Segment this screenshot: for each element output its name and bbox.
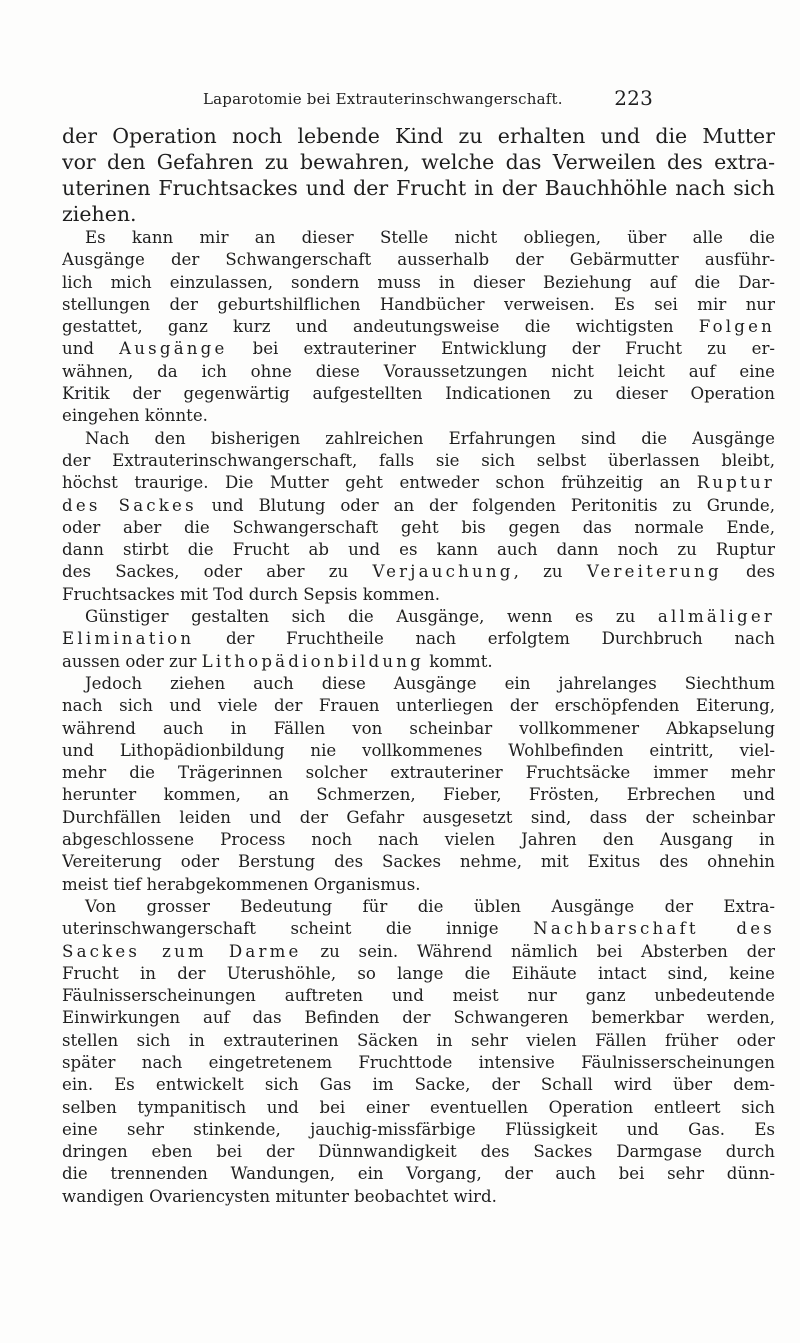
text-line: [62, 294, 775, 316]
text-line: [62, 896, 775, 918]
text-line: [62, 985, 775, 1007]
spaced-emphasis: Ruptur: [696, 473, 775, 493]
text-line: [62, 338, 775, 360]
text-line: [62, 383, 775, 405]
spaced-emphasis: allmäliger: [657, 607, 775, 627]
text-run: oder aber die Schwangerschaft geht bis gegen das normale Ende,: [62, 517, 775, 537]
text-run: des Sackes, oder aber zu: [62, 562, 373, 582]
text-run: Jedoch ziehen auch diese Ausgänge ein jahrelanges Siechthum: [85, 673, 775, 693]
spaced-emphasis: Lithopädionbildung: [201, 651, 424, 671]
text-run: Günstiger gestalten sich die Ausgänge, wenn es zu: [85, 607, 658, 627]
text-run: später nach eingetretenem Fruchttode intensive Fäulnisserscheinungen: [62, 1052, 775, 1072]
text-run: Frucht in der Uterushöhle, so lange die Eihäute intact sind, keine: [62, 963, 775, 983]
text-line: [62, 1186, 775, 1208]
text-run: des: [721, 562, 775, 582]
text-line: [62, 918, 775, 940]
text-run: Nach den bisherigen zahlreichen Erfahrungen sind die Ausgänge: [85, 428, 775, 448]
text-run: gestattet, ganz kurz und andeutungsweise die wichtigsten: [62, 317, 699, 337]
text-line: [62, 784, 775, 806]
text-run: lich mich einzulassen, sondern muss in dieser Beziehung auf die Dar-: [62, 272, 775, 292]
text-run: Von grosser Bedeutung für die üblen Ausgänge der Extra-: [85, 896, 775, 916]
text-line: [62, 651, 775, 673]
body-text: [62, 123, 775, 1208]
text-run: und: [62, 339, 120, 359]
text-run: selben tympanitisch und bei einer eventuellen Operation entleert sich: [62, 1097, 775, 1117]
text-line: [62, 405, 775, 427]
spaced-emphasis: Sackes zum Darme: [62, 941, 302, 961]
spaced-emphasis: Nachbarschaft des: [533, 919, 775, 939]
text-run: eingehen könnte.: [62, 406, 208, 426]
text-run: wandigen Ovariencysten mitunter beobachtet wird.: [62, 1186, 497, 1206]
text-line: [62, 762, 775, 784]
text-run: uterinschwangerschaft scheint die innige: [62, 919, 534, 939]
text-run: kommt.: [423, 651, 493, 671]
spaced-emphasis: Verjauchung: [372, 562, 514, 582]
text-line: [62, 539, 775, 561]
text-run: Ausgänge der Schwangerschaft ausserhalb der Gebärmutter ausführ-: [62, 250, 775, 270]
text-run: Einwirkungen auf das Befinden der Schwangeren bemerkbar werden,: [62, 1008, 775, 1028]
text-line: [62, 272, 775, 294]
text-line: [62, 361, 775, 383]
text-line: der Operation noch lebende Kind zu erhalten und die Mutter: [62, 124, 775, 148]
spaced-emphasis: Vereiterung: [586, 562, 722, 582]
text-line: [62, 673, 775, 695]
text-line: [62, 249, 775, 271]
text-line: [62, 227, 775, 249]
running-header-title: Laparotomie bei Extrauterinschwangerschaft.: [203, 90, 563, 108]
main-text: [62, 227, 775, 1208]
text-line: [62, 1141, 775, 1163]
text-line: [62, 695, 775, 717]
text-line: [62, 851, 775, 873]
text-run: Kritik der gegenwärtig aufgestellten Indicationen zu dieser Operation: [62, 384, 775, 404]
text-line: [62, 718, 775, 740]
running-header: [203, 86, 653, 116]
text-line: [62, 740, 775, 762]
text-line: ziehen.: [62, 202, 137, 226]
text-run: eine sehr stinkende, jauchig-missfärbige Flüssigkeit und Gas. Es: [62, 1119, 775, 1139]
text-run: während auch in Fällen von scheinbar vollkommener Abkapselung: [62, 718, 775, 738]
text-line: [62, 606, 775, 628]
text-line: [62, 517, 775, 539]
text-line: [62, 1119, 775, 1141]
text-line: [62, 1052, 775, 1074]
text-run: mehr die Trägerinnen solcher extrauteriner Fruchtsäcke immer mehr: [62, 763, 775, 783]
text-run: ein. Es entwickelt sich Gas im Sacke, der Schall wird über dem-: [62, 1075, 775, 1095]
text-line: [62, 874, 775, 896]
text-run: Vereiterung oder Berstung des Sackes nehme, mit Exitus des ohnehin: [62, 852, 775, 872]
text-line: [62, 807, 775, 829]
text-line: [62, 829, 775, 851]
text-run: Fruchtsackes mit Tod durch Sepsis kommen.: [62, 584, 441, 604]
text-run: wähnen, da ich ohne diese Voraussetzungen nicht leicht auf eine: [62, 361, 775, 381]
text-run: und Blutung oder an der folgenden Peritonitis zu Grunde,: [196, 495, 775, 515]
spaced-emphasis: Ausgänge: [119, 339, 228, 359]
text-line: [62, 561, 775, 583]
text-run: der Fruchtheile nach erfolgtem Durchbruch nach: [194, 629, 775, 649]
spaced-emphasis: des Sackes: [62, 495, 197, 515]
text-line: [62, 584, 775, 606]
page-number: 223: [614, 86, 653, 110]
text-line: [62, 1097, 775, 1119]
text-line: [62, 1007, 775, 1029]
text-line: [62, 941, 775, 963]
text-line: [62, 316, 775, 338]
text-run: abgeschlossene Process noch nach vielen Jahren den Ausgang in: [62, 830, 775, 850]
text-line: [62, 450, 775, 472]
text-line: [62, 428, 775, 450]
text-line: uterinen Fruchtsackes und der Frucht in der Bauchhöhle nach sich: [62, 176, 775, 200]
text-run: Fäulnisserscheinungen auftreten und meist nur ganz unbedeutende: [62, 986, 775, 1006]
spaced-emphasis: Elimination: [62, 629, 195, 649]
text-run: der Extrauterinschwangerschaft, falls sie sich selbst überlassen bleibt,: [62, 450, 775, 470]
text-line: [62, 495, 775, 517]
text-run: Durchfällen leiden und der Gefahr ausgesetzt sind, dass der scheinbar: [62, 807, 775, 827]
text-run: stellen sich in extrauterinen Säcken in sehr vielen Fällen früher oder: [62, 1030, 775, 1050]
text-run: und Lithopädionbildung nie vollkommenes Wohlbefinden eintritt, viel-: [62, 740, 775, 760]
text-line: [62, 628, 775, 650]
text-run: die trennenden Wandungen, ein Vorgang, der auch bei sehr dünn-: [62, 1164, 775, 1184]
text-run: dann stirbt die Frucht ab und es kann auch dann noch zu Ruptur: [62, 540, 775, 560]
text-run: aussen oder zur: [62, 651, 202, 671]
text-line: vor den Gefahren zu bewahren, welche das Verweilen des extra-: [62, 150, 775, 174]
text-run: bei extrauteriner Entwicklung der Frucht zu er-: [227, 339, 775, 359]
text-run: herunter kommen, an Schmerzen, Fieber, Frösten, Erbrechen und: [62, 785, 775, 805]
text-run: stellungen der geburtshilflichen Handbücher verweisen. Es sei mir nur: [62, 294, 775, 314]
text-run: , zu: [513, 562, 587, 582]
text-run: höchst traurige. Die Mutter geht entweder schon frühzeitig an: [62, 473, 697, 493]
text-line: [62, 1030, 775, 1052]
text-line: [62, 1163, 775, 1185]
text-line: [62, 472, 775, 494]
text-run: Es kann mir an dieser Stelle nicht obliegen, über alle die: [85, 228, 775, 247]
lead-paragraph: [62, 123, 775, 227]
text-run: nach sich und viele der Frauen unterliegen der erschöpfenden Eiterung,: [62, 696, 775, 716]
text-line: [62, 963, 775, 985]
spaced-emphasis: Folgen: [698, 317, 775, 337]
text-run: meist tief herabgekommenen Organismus.: [62, 874, 421, 894]
text-run: dringen eben bei der Dünnwandigkeit des Sackes Darmgase durch: [62, 1142, 775, 1162]
text-run: zu sein. Während nämlich bei Absterben der: [301, 941, 775, 961]
text-line: [62, 1074, 775, 1096]
